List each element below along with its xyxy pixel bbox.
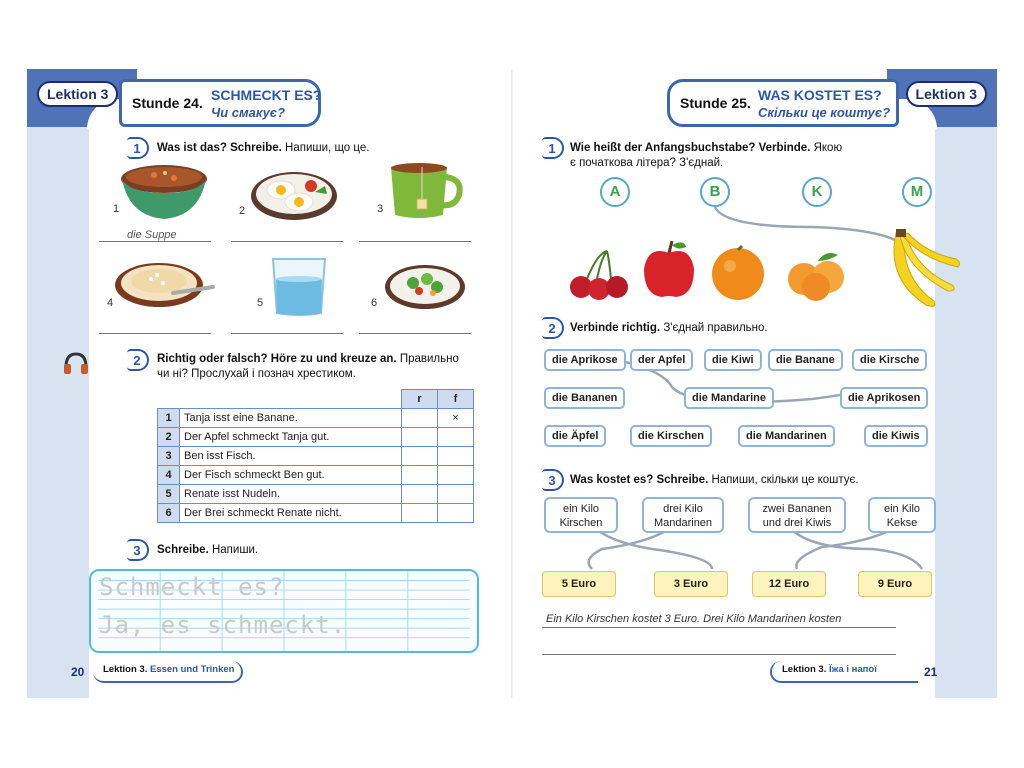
task-number: 1 bbox=[542, 137, 564, 159]
word-card[interactable]: die Kiwi bbox=[704, 349, 762, 371]
checkbox-r[interactable] bbox=[402, 485, 438, 504]
checkbox-f[interactable] bbox=[438, 447, 474, 466]
salad-plate-icon bbox=[383, 259, 467, 318]
answer-text: die Suppe bbox=[127, 229, 177, 241]
footer-title: Lektion 3. Їжа і напої bbox=[770, 661, 918, 683]
checkbox-r[interactable] bbox=[402, 447, 438, 466]
table-row: 6 Der Brei schmeckt Renate nicht. bbox=[158, 504, 474, 523]
word-card[interactable]: die Mandarinen bbox=[738, 425, 835, 447]
trace-line-1: Schmeckt es? bbox=[99, 573, 285, 601]
lesson-number: Stunde 25. bbox=[680, 95, 751, 111]
answer-line bbox=[542, 654, 896, 655]
orange-icon bbox=[708, 244, 768, 307]
answer-line bbox=[359, 333, 471, 334]
page-number: 20 bbox=[71, 665, 85, 679]
task-number: 3 bbox=[542, 469, 564, 491]
checkbox-r[interactable] bbox=[402, 504, 438, 523]
task-number: 2 bbox=[127, 349, 149, 371]
table-row: 1 Tanja isst eine Banane. × bbox=[158, 409, 474, 428]
letter-circle-b[interactable]: B bbox=[700, 177, 730, 207]
lektion-badge: Lektion 3 bbox=[906, 81, 987, 107]
bananas-icon bbox=[876, 229, 962, 316]
word-card[interactable]: die Kiwis bbox=[864, 425, 928, 447]
task2-instruction: Richtig oder falsch? Höre zu und kreuze an. Правильно чи ні? Прослухай і познач хрестиком. bbox=[157, 353, 459, 380]
price-tag[interactable]: 9 Euro bbox=[858, 571, 932, 597]
checkbox-r[interactable] bbox=[402, 466, 438, 485]
word-card[interactable]: die Aprikosen bbox=[840, 387, 928, 409]
word-card[interactable]: die Banane bbox=[768, 349, 843, 371]
word-card[interactable]: die Kirschen bbox=[630, 425, 712, 447]
connector-lines bbox=[512, 69, 997, 698]
lesson-title-de: SCHMECKT ES? bbox=[211, 87, 322, 103]
textbook-spread bbox=[27, 69, 997, 698]
table-row: 2 Der Apfel schmeckt Tanja gut. bbox=[158, 428, 474, 447]
lesson-title-uk: Скільки це коштує? bbox=[758, 105, 891, 120]
water-glass-icon bbox=[269, 255, 329, 324]
word-card[interactable]: die Bananen bbox=[544, 387, 625, 409]
task3-instruction: Schreibe. Напиши. bbox=[157, 544, 259, 556]
page-number: 21 bbox=[924, 665, 938, 679]
checkbox-f[interactable] bbox=[438, 504, 474, 523]
writing-practice-box[interactable] bbox=[89, 569, 479, 653]
lesson-title-uk: Чи смакує? bbox=[211, 105, 286, 120]
table-header-row bbox=[158, 390, 474, 409]
word-card[interactable]: die Aprikose bbox=[544, 349, 626, 371]
trace-line-2: Ja, es schmeckt. bbox=[99, 611, 347, 639]
task3-instruction: Was kostet es? Schreibe. Напиши, скільки це коштує. bbox=[570, 474, 859, 486]
task2-instruction: Verbinde richtig. З'єднай правильно. bbox=[570, 322, 768, 334]
right-page bbox=[512, 69, 997, 698]
answer-line bbox=[99, 333, 211, 334]
tea-cup-icon bbox=[387, 159, 467, 228]
lesson-number: Stunde 24. bbox=[132, 95, 203, 111]
checkbox-f[interactable]: × bbox=[438, 409, 474, 428]
table-row: 4 Der Fisch schmeckt Ben gut. bbox=[158, 466, 474, 485]
answer-line bbox=[231, 241, 343, 242]
true-false-table bbox=[157, 389, 474, 523]
lektion-badge: Lektion 3 bbox=[37, 81, 118, 107]
task-number: 1 bbox=[127, 137, 149, 159]
word-card[interactable]: die Mandarine bbox=[684, 387, 774, 409]
checkbox-r[interactable] bbox=[402, 428, 438, 447]
letter-circle-m[interactable]: M bbox=[902, 177, 932, 207]
cherries-icon bbox=[567, 249, 631, 306]
headphones-icon bbox=[63, 351, 89, 380]
checkbox-f[interactable] bbox=[438, 466, 474, 485]
task-number: 2 bbox=[542, 317, 564, 339]
answer-line bbox=[99, 241, 211, 242]
apricots-icon bbox=[780, 247, 856, 308]
word-card[interactable]: der Apfel bbox=[630, 349, 693, 371]
checkbox-f[interactable] bbox=[438, 428, 474, 447]
item-box: zwei Bananen und drei Kiwis bbox=[748, 497, 846, 533]
answer-sentence: Ein Kilo Kirschen kostet 3 Euro. Drei Kilo Mandarinen kosten bbox=[546, 613, 842, 625]
price-tag[interactable]: 12 Euro bbox=[752, 571, 826, 597]
price-tag[interactable]: 5 Euro bbox=[542, 571, 616, 597]
lesson-title-de: WAS KOSTET ES? bbox=[758, 87, 882, 103]
answer-line bbox=[359, 241, 471, 242]
checkbox-r[interactable] bbox=[402, 409, 438, 428]
letter-circle-a[interactable]: A bbox=[600, 177, 630, 207]
item-box: ein Kilo Kirschen bbox=[544, 497, 618, 533]
footer-title: Lektion 3. Essen und Trinken bbox=[93, 661, 243, 683]
left-margin bbox=[27, 69, 89, 698]
apple-icon bbox=[640, 239, 698, 306]
soup-bowl-icon bbox=[119, 161, 209, 228]
fried-eggs-plate-icon bbox=[249, 164, 339, 229]
letter-circle-k[interactable]: K bbox=[802, 177, 832, 207]
column-header-r: r bbox=[402, 390, 438, 409]
answer-line bbox=[231, 333, 343, 334]
word-card[interactable]: die Äpfel bbox=[544, 425, 606, 447]
table-row: 3 Ben isst Fisch. bbox=[158, 447, 474, 466]
column-header-f: f bbox=[438, 390, 474, 409]
task-number: 3 bbox=[127, 539, 149, 561]
item-box: drei Kilo Mandarinen bbox=[642, 497, 724, 533]
word-card[interactable]: die Kirsche bbox=[852, 349, 927, 371]
answer-line bbox=[542, 627, 896, 628]
left-page: Lektion 3 Stunde 24. SCHMECKT ES? Чи смакує? 1 Was ist das? Schreibe. Напиши, що це. 1 die Suppe 2 3 4 5 6 2 Richtig oder falsch? Höre zu und kreuze an. Правильно чи ні? Прослухай і познач хрестиком. r f 1 Tanja isst eine Banane. × 2 Der Apfel schmeckt Tanja gut. 3 Ben isst Fisch. 4 Der Fisch schmeckt Ben gut. 5 Renate isst Nudeln. 6 Der Brei schmeckt Renate nicht. 3 Schreibe. Напиши. Schmeckt es? Ja, es schmeckt. 20 Lektion 3. Essen und Trinken bbox=[27, 69, 512, 698]
price-tag[interactable]: 3 Euro bbox=[654, 571, 728, 597]
task1-instruction: Wie heißt der Anfangsbuchstabe? Verbinde. Якою є початкова літера? З'єднай. bbox=[570, 142, 843, 169]
checkbox-f[interactable] bbox=[438, 485, 474, 504]
porridge-plate-icon bbox=[113, 257, 217, 316]
task1-instruction: Was ist das? Schreibe. Напиши, що це. bbox=[157, 142, 370, 154]
item-box: ein Kilo Kekse bbox=[868, 497, 936, 533]
table-row: 5 Renate isst Nudeln. bbox=[158, 485, 474, 504]
